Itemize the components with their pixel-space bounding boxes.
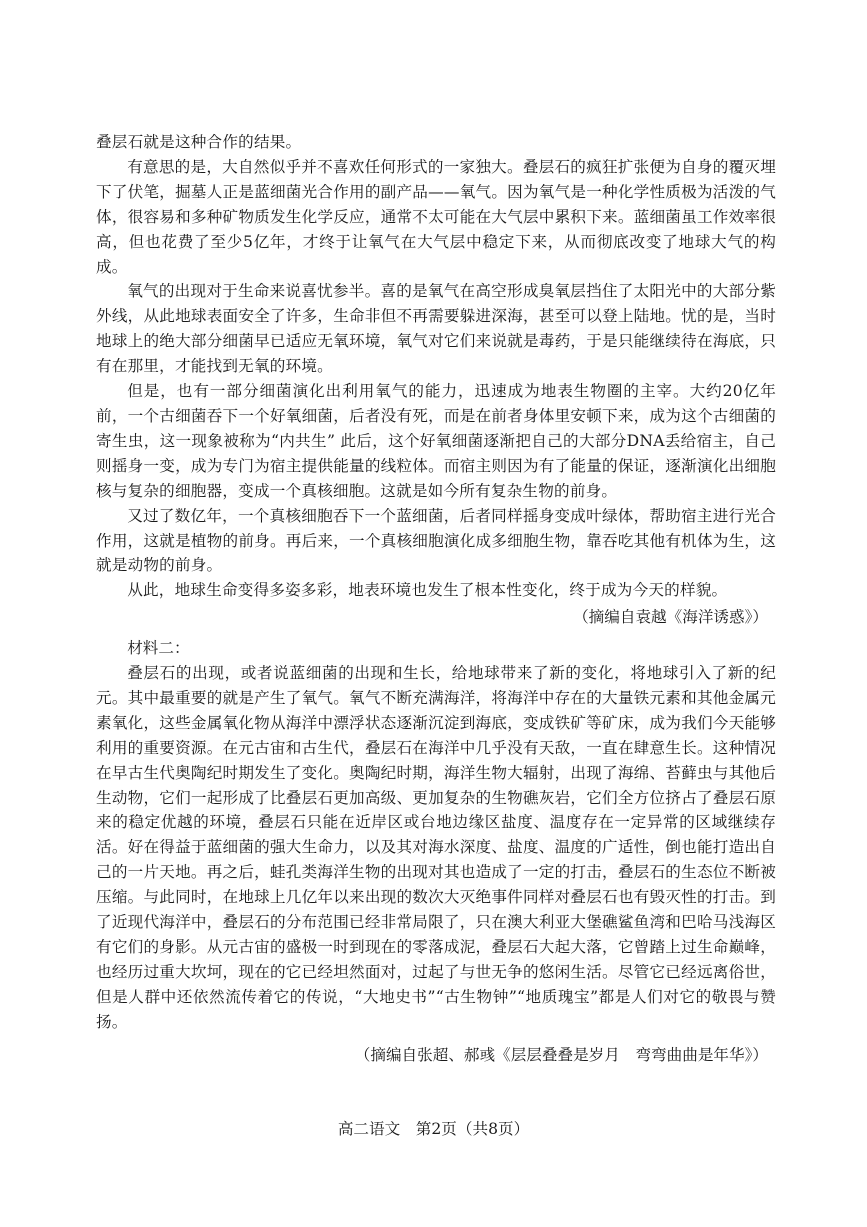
paragraph-5: 又过了数亿年，一个真核细胞吞下一个蓝细菌，后者同样摇身变成叶绿体，帮助宿主进行光合作用，这就是植物的前身。再后来，一个真核细胞演化成多细胞生物，靠吞吃其他有机体为生，这就是动物的前身。: [96, 506, 776, 575]
paragraph-2: 有意思的是，大自然似乎并不喜欢任何形式的一家独大。叠层石的疯狂扩张便为自身的覆灭埋下了伏笔，掘墓人正是蓝细菌光合作用的副产品——氧气。因为氧气是一种化学性质极为活泼的气体，很容易和多种矿物质发生化学反应，通常不太可能在大气层中累积下来。蓝细菌虽工作效率很高，但也花费了至少5亿年，才终于让氧气在大气层中稳定下来，从而彻底改变了地球大气的构成。: [96, 157, 776, 276]
paragraph-6: 从此，地球生命变得多姿多彩，地表环境也发生了根本性变化，终于成为今天的样貌。: [127, 581, 728, 600]
material-two-paragraph: 叠层石的出现，或者说蓝细菌的出现和生长，给地球带来了新的变化，将地球引入了新的纪元。其中最重要的就是产生了氧气。氧气不断充满海洋，将海洋中存在的大量铁元素和其他金属元素氧化，这些金属氧化物从海洋中漂浮状态逐渐沉淀到海底，变成铁矿等矿床，成为我们今天能够利用的重要资源。在元古宙和古生代，叠层石在海洋中几乎没有天敌，一直在肆意生长。这种情况在早古生代奥陶纪时期发生了变化。奥陶纪时期，海洋生物大辐射，出现了海绵、苔藓虫与其他后生动物，它们一起形成了比叠层石更加高级、更加复杂的生物礁灰岩，它们全方位挤占了叠层石原来的稳定优越的环境，叠层石只能在近岸区或台地边缘区盐度、温度存在一定异常的区域继续存活。好在得益于蓝细菌的强大生命力，以及其对海水深度、盐度、温度的广适性，倒也能打造出自己的一片天地。再之后，蛙孔类海洋生物的出现对其也造成了一定的打击，叠层石的生态位不断被压缩。与此同时，在地球上几亿年以来出现的数次大灭绝事件同样对叠层石也有毁灭性的打击。到了近现代海洋中，叠层石的分布范围已经非常局限了，只在澳大利亚大堡礁鲨鱼湾和巴哈马浅海区有它们的身影。从元古宙的盛极一时到现在的零落成泥，叠层石大起大落，它曾踏上过生命巅峰，也经历过重大坎坷，现在的它已经坦然面对，过起了与世无争的悠闲生活。尽管它已经远离俗世，但是人群中还依然流传着它的传说，“大地史书”“古生物钟”“地质瑰宝”都是人们对它的敬畏与赞扬。: [96, 664, 776, 1031]
page-footer: 高二语文 第2页（共8页）: [337, 1120, 530, 1138]
source-citation-2: （摘编自张超、郝彧《层层叠叠是岁月 弯弯曲曲是年华》）: [354, 1045, 768, 1064]
paragraph-1: 叠层石就是这种合作的结果。: [96, 133, 302, 151]
article-body: [96, 130, 776, 1068]
paragraph-4: 但是，也有一部分细菌演化出利用氧气的能力，迅速成为地表生物圈的主宰。大约20亿年前，一个古细菌吞下一个好氧细菌，后者没有死，而是在前者身体里安顿下来，成为这个古细菌的寄生虫，这一现象被称为“内共生” 此后，这个好氧细菌逐渐把自己的大部分DNA丢给宿主，自己则摇身一变，成为专门为宿主提供能量的线粒体。而宿主则因为有了能量的保证，逐渐演化出细胞核与复杂的细胞器，变成一个真核细胞。这就是如今所有复杂生物的前身。: [96, 382, 776, 500]
paragraph-3: 氧气的出现对于生命来说喜忧参半。喜的是氧气在高空形成臭氧层挡住了太阳光中的大部分紫外线，从此地球表面安全了许多，生命非但不再需要躲进深海，甚至可以登上陆地。忧的是，当时地球上的绝大部分细菌早已适应无氧环境，氧气对它们来说就是毒药，于是只能继续待在海底，只有在那里，才能找到无氧的环境。: [96, 282, 776, 376]
source-citation-1: （摘编自袁越《海洋诱惑》）: [573, 608, 768, 627]
material-two-label: 材料二：: [127, 639, 190, 658]
